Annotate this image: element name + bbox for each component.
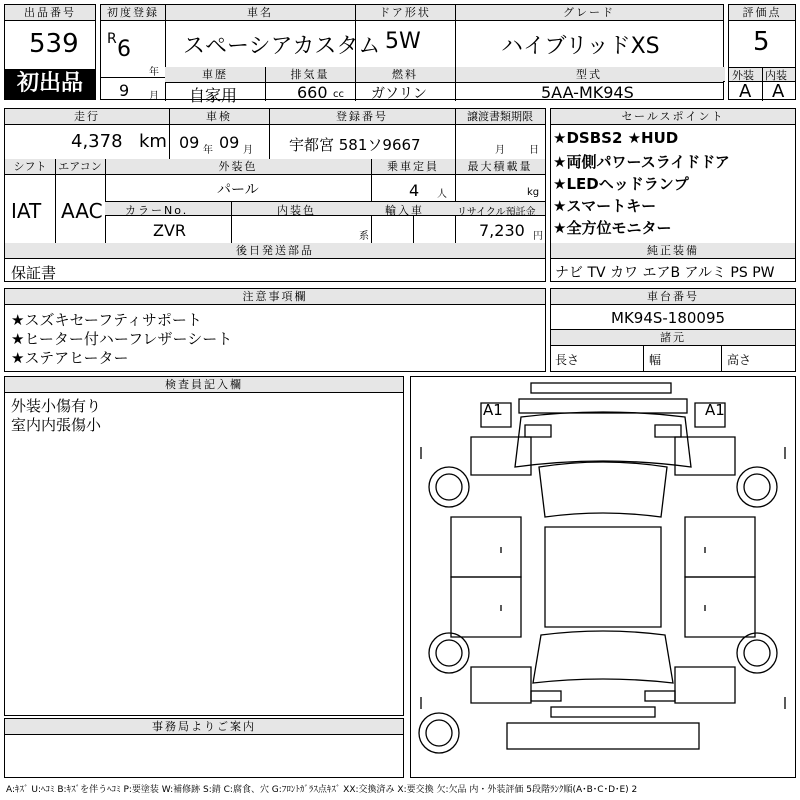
mileage-value: 4,378 xyxy=(71,131,123,152)
office-label: 事務局よりご案内 xyxy=(5,719,403,735)
sales-item: ★DSBS2 ★HUD xyxy=(553,129,679,147)
payload-unit: kg xyxy=(527,187,540,198)
office-box xyxy=(4,718,404,778)
damage-mark: A1 xyxy=(483,401,503,419)
reg-era: R xyxy=(107,31,117,47)
disp-value: 660 xyxy=(297,83,328,102)
lot-label: 出品番号 xyxy=(5,5,95,21)
mileage-label: 走行 xyxy=(5,109,169,125)
chassis-box xyxy=(550,288,796,372)
later-parts-value: 保証書 xyxy=(11,264,57,282)
inspection-month: 09 xyxy=(219,133,240,152)
int-label: 内装 xyxy=(765,69,787,82)
lot-number: 539 xyxy=(29,29,79,59)
sales-label: セールスポイント xyxy=(551,109,795,125)
damage-mark: A1 xyxy=(705,401,725,419)
score-label: 評価点 xyxy=(729,5,795,21)
grade-label: グレード xyxy=(455,5,723,21)
door-label: ドア形状 xyxy=(355,5,455,21)
model-value: 5AA-MK94S xyxy=(541,83,634,102)
score-value: 5 xyxy=(753,27,770,57)
car-name: スペーシアカスタム xyxy=(183,34,381,59)
ac-value: AAC xyxy=(61,199,103,223)
disp-unit: cc xyxy=(333,89,344,100)
door-type: 5W xyxy=(385,29,421,54)
plate-label: 登録番号 xyxy=(269,109,455,125)
sales-item: ★スマートキー xyxy=(553,197,657,215)
recycle-value: 7,230 xyxy=(479,221,525,240)
score-box xyxy=(728,4,796,100)
width-label: 幅 xyxy=(649,353,662,367)
int-score: A xyxy=(772,81,785,102)
equip-label: 純正装備 xyxy=(551,243,795,259)
transfer-label: 譲渡書類期限 xyxy=(455,109,545,125)
sales-item: ★LEDヘッドランプ xyxy=(553,175,689,193)
name-label: 車名 xyxy=(165,5,355,21)
grade-value: ハイブリッドXS xyxy=(501,34,660,59)
chassis-label: 車台番号 xyxy=(551,289,795,305)
sales-points-box xyxy=(550,108,796,282)
capacity-unit: 人 xyxy=(437,189,447,200)
legend-text: A:ｷｽﾞ U:ﾍｺﾐ B:ｷｽﾞを伴うﾍｺﾐ P:要塗装 W:補修跡 S:錆 C:腐食、穴 G:ﾌﾛﾝﾄｶﾞﾗｽ点ｷｽﾞ XX:交換済み X:要交換 欠:欠品 内・外装評価 5段階ﾗﾝｸ順(A･B･C･D･E) 2 xyxy=(6,785,638,795)
ext-label: 外装 xyxy=(732,69,754,82)
transfer-day-unit: 日 xyxy=(529,145,539,156)
note-item: ★スズキセーフティサポート xyxy=(11,311,202,329)
reg-month: 9 xyxy=(119,81,130,100)
shift-value: IAT xyxy=(11,199,42,223)
recycle-unit: 円 xyxy=(533,231,543,242)
reg-year-unit: 年 xyxy=(149,67,159,78)
exterior-value: パール xyxy=(217,182,259,198)
shift-label: シフト xyxy=(5,159,55,175)
recycle-label: リサイクル預託金 xyxy=(457,207,536,218)
history-label: 車歴 xyxy=(165,67,265,83)
car-diagram xyxy=(410,376,796,778)
fuel-label: 燃料 xyxy=(355,67,455,83)
inspection-label: 車検 xyxy=(169,109,269,125)
inspector-label: 検査員記入欄 xyxy=(5,377,403,393)
plate-value: 宇都宮 581ソ9667 xyxy=(289,136,421,154)
model-label: 型式 xyxy=(455,67,723,83)
first-listing-badge: 初出品 xyxy=(5,69,95,99)
reg-month-unit: 月 xyxy=(149,91,159,102)
sales-item: ★両側パワースライドドア xyxy=(553,153,730,171)
notes-label: 注意事項欄 xyxy=(5,289,545,305)
note-item: ★ステアヒーター xyxy=(11,349,129,367)
capacity-value: 4 xyxy=(409,181,420,200)
transfer-month-unit: 月 xyxy=(495,145,505,156)
inspection-year-unit: 年 xyxy=(203,145,213,156)
disp-label: 排気量 xyxy=(265,67,355,83)
colorno-value: ZVR xyxy=(153,221,187,240)
mileage-unit: km xyxy=(139,131,167,152)
fuel-value: ガソリン xyxy=(371,86,427,102)
sales-item: ★全方位モニター xyxy=(553,219,672,237)
exterior-label: 外装色 xyxy=(105,159,371,175)
interior-unit: 系 xyxy=(359,231,369,242)
reg-year: 6 xyxy=(117,37,131,62)
inspection-year: 09 xyxy=(179,133,200,152)
chassis-value: MK94S-180095 xyxy=(611,309,726,327)
inspector-item: 室内内張傷小 xyxy=(11,416,102,434)
colorno-label: カラーNo. xyxy=(125,204,189,217)
capacity-label: 乗車定員 xyxy=(371,159,455,175)
dims-label: 諸元 xyxy=(551,329,795,346)
interior-label: 内装色 xyxy=(277,204,316,217)
inspector-box xyxy=(4,376,404,716)
inspector-item: 外装小傷有り xyxy=(11,397,102,415)
notes-box xyxy=(4,288,546,372)
height-label: 高さ xyxy=(727,353,752,367)
lot-box xyxy=(4,4,96,100)
inspection-month-unit: 月 xyxy=(243,145,253,156)
car-outline xyxy=(411,377,795,777)
ac-label: エアコン xyxy=(55,159,105,175)
later-parts-label: 後日発送部品 xyxy=(5,243,545,259)
note-item: ★ヒーター付ハーフレザーシート xyxy=(11,330,233,348)
reg-label: 初度登録 xyxy=(101,5,165,21)
import-label: 輸入車 xyxy=(385,204,424,217)
history-value: 自家用 xyxy=(189,86,238,105)
ext-score: A xyxy=(739,81,752,102)
length-label: 長さ xyxy=(555,353,580,367)
vehicle-info-block xyxy=(100,4,724,105)
payload-label: 最大積載量 xyxy=(455,159,545,175)
details-block xyxy=(4,108,546,282)
equip-value: ナビ TV カワ エアB アルミ PS PW xyxy=(555,265,775,281)
